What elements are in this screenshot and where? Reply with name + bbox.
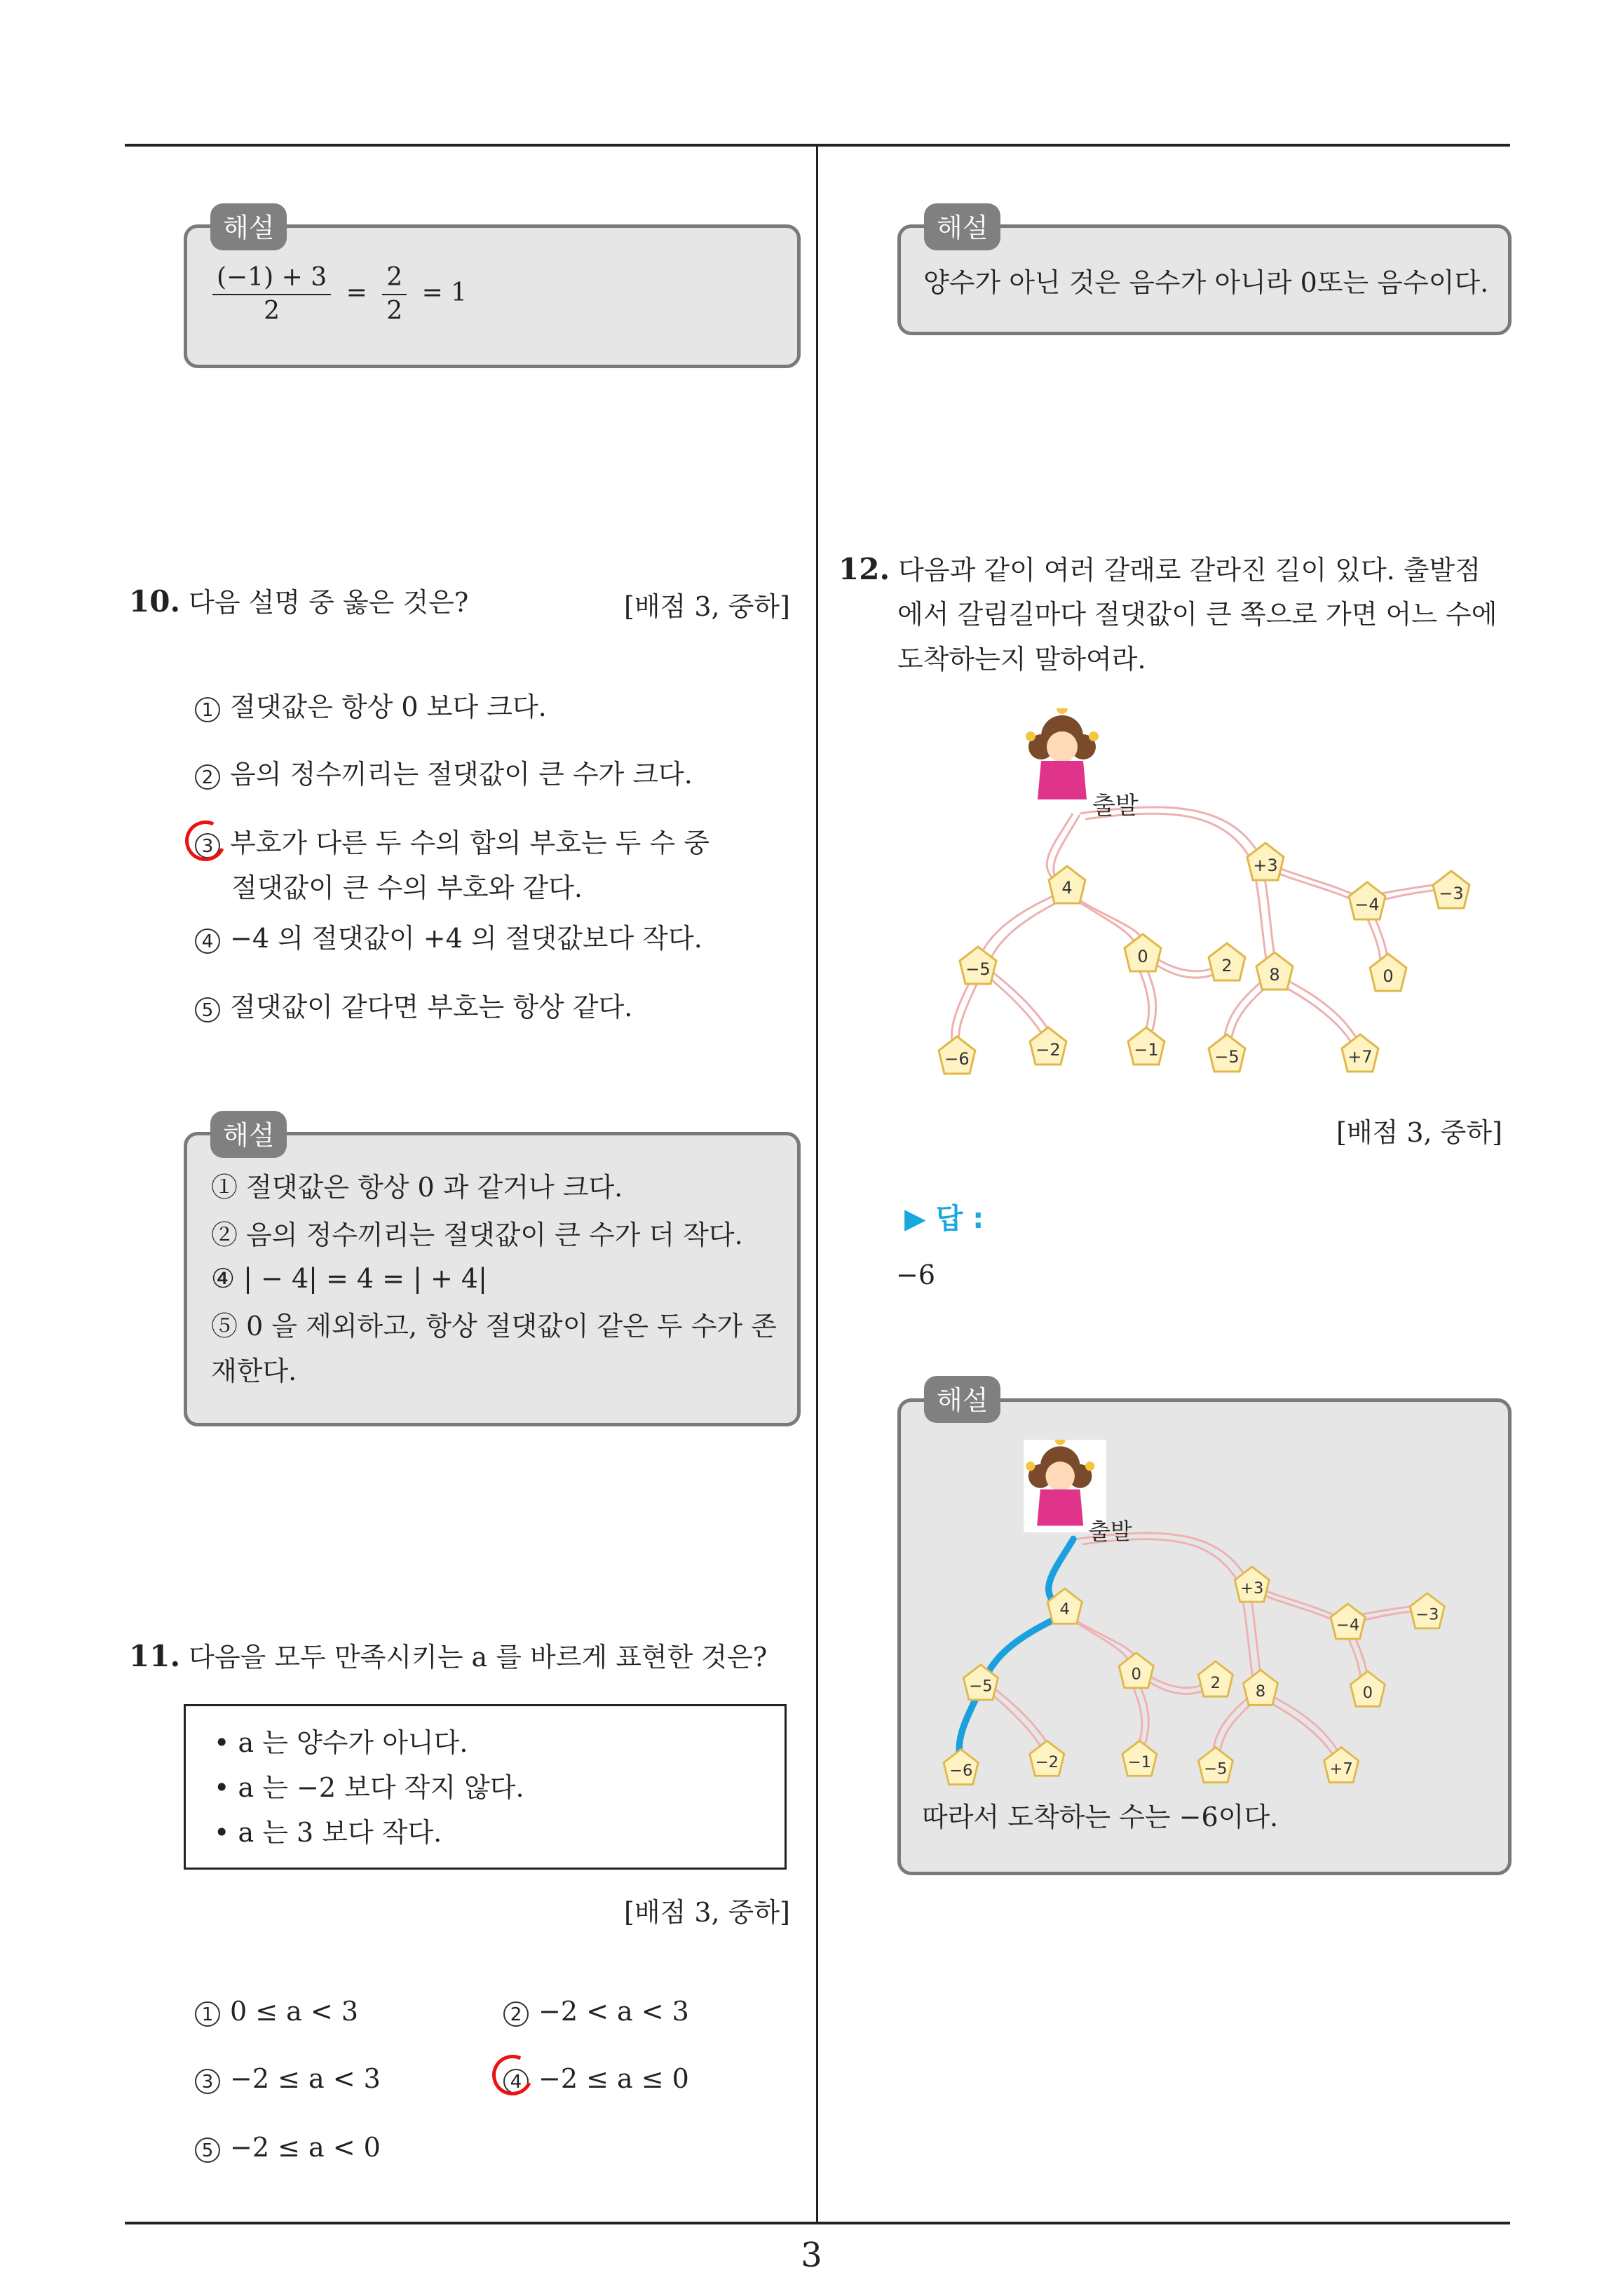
q11-condition-2: • a 는 −2 보다 작지 않다. — [214, 1772, 524, 1803]
node-2 — [1209, 943, 1245, 980]
start-label: 출발 — [1088, 1518, 1132, 1545]
svg-text:−5: −5 — [969, 1677, 993, 1696]
node-minus5-b — [1209, 1034, 1245, 1072]
branching-road-diagram — [911, 708, 1514, 1080]
q10-option-3-line2: 절댓값이 큰 수의 부호와 같다. — [231, 872, 583, 903]
node-0-a — [1119, 1653, 1153, 1688]
q11-condition-1: • a 는 양수가 아니다. — [214, 1727, 468, 1758]
svg-text:−3: −3 — [1439, 884, 1464, 903]
branching-road-solution-diagram — [915, 1440, 1490, 1790]
q12-question-line-2: 에서 갈림길마다 절댓값이 큰 쪽으로 가면 어느 수에 — [897, 599, 1498, 630]
q10-option-1[interactable]: 1 절댓값은 항상 0 보다 크다. — [195, 684, 547, 729]
q10-solution-line-4: ⑤ 0 을 제외하고, 항상 절댓값이 같은 두 수가 존 — [211, 1311, 777, 1342]
q12-question-line-3: 도착하는지 말하여라. — [897, 644, 1146, 675]
node-8 — [1243, 1670, 1277, 1705]
node-0-b — [1370, 954, 1406, 991]
svg-text:−2: −2 — [1035, 1040, 1061, 1060]
solution-tag: 해설 — [924, 1376, 1000, 1423]
bottom-rule — [125, 2222, 1510, 2224]
node-minus5-b — [1198, 1748, 1232, 1783]
q10-question: 10. 다음 설명 중 옳은 것은? — [129, 584, 469, 619]
svg-text:0: 0 — [1131, 1665, 1141, 1684]
svg-text:−5: −5 — [1204, 1760, 1228, 1778]
girl-character-icon — [1026, 708, 1099, 799]
svg-text:0: 0 — [1383, 966, 1394, 986]
node-plus7 — [1342, 1034, 1378, 1072]
node-minus6 — [939, 1036, 975, 1074]
q10-solution-line-3: ④ | − 4| = 4 = | + 4| — [211, 1263, 487, 1294]
svg-text:−4: −4 — [1336, 1616, 1360, 1635]
svg-text:+7: +7 — [1347, 1047, 1373, 1067]
q10-option-5[interactable]: 5 절댓값이 같다면 부호는 항상 같다. — [195, 985, 632, 1029]
q11-conditions-box — [184, 1704, 787, 1870]
node-minus3 — [1433, 871, 1469, 908]
node-minus6 — [944, 1750, 978, 1785]
solution-fraction: $\frac{(-1) + 3}{2}$ = $\frac{2}{2}$ = 1 — [212, 262, 467, 327]
node-plus3 — [1235, 1567, 1269, 1602]
q12-answer-value: −6 — [896, 1260, 936, 1290]
svg-text:−6: −6 — [944, 1049, 970, 1069]
node-minus4 — [1331, 1604, 1365, 1639]
svg-text:2: 2 — [1210, 1673, 1221, 1692]
svg-text:−6: −6 — [949, 1762, 973, 1781]
highlighted-path — [959, 1539, 1073, 1763]
node-0-a — [1125, 934, 1161, 971]
node-plus7 — [1324, 1748, 1359, 1783]
q11-option-2[interactable]: 2 −2 < a < 3 — [503, 1989, 689, 2034]
q12-score: [배점 3, 중하] — [1336, 1117, 1502, 1148]
solution-tag: 해설 — [210, 203, 287, 250]
node-minus5-a — [960, 947, 996, 984]
column-divider — [816, 144, 818, 2223]
svg-text:8: 8 — [1269, 965, 1280, 985]
svg-text:−1: −1 — [1134, 1040, 1159, 1060]
page-number: 3 — [801, 2236, 822, 2275]
solution-box-q12 — [897, 1398, 1512, 1875]
svg-text:0: 0 — [1362, 1683, 1373, 1702]
q12-solution-text: 따라서 도착하는 수는 −6이다. — [922, 1802, 1279, 1832]
node-8 — [1256, 952, 1293, 990]
solution-tag: 해설 — [924, 203, 1000, 250]
node-minus2 — [1030, 1027, 1066, 1065]
q11-option-4[interactable]: 4 −2 ≤ a ≤ 0 — [503, 2056, 689, 2101]
q11-option-1[interactable]: 1 0 ≤ a < 3 — [195, 1989, 358, 2034]
q12-question-line-1: 12. 다음과 같이 여러 갈래로 갈라진 길이 있다. 출발점 — [838, 552, 1481, 586]
q10-score: [배점 3, 중하] — [624, 591, 790, 622]
svg-text:−3: −3 — [1415, 1605, 1439, 1624]
svg-text:8: 8 — [1255, 1682, 1266, 1701]
q11-question: 11. 다음을 모두 만족시키는 a 를 바르게 표현한 것은? — [129, 1639, 768, 1673]
svg-text:−5: −5 — [1214, 1047, 1240, 1067]
solution-box-q10 — [184, 1132, 801, 1426]
q11-condition-3: • a 는 3 보다 작다. — [214, 1817, 442, 1848]
svg-text:0: 0 — [1137, 947, 1148, 966]
svg-text:4: 4 — [1061, 878, 1073, 898]
q11-score: [배점 3, 중하] — [624, 1897, 790, 1928]
svg-text:−4: −4 — [1354, 895, 1380, 914]
node-minus4 — [1349, 882, 1385, 919]
node-plus3 — [1247, 843, 1284, 880]
node-minus1 — [1128, 1027, 1164, 1065]
svg-text:+3: +3 — [1253, 856, 1278, 875]
svg-text:2: 2 — [1221, 956, 1232, 975]
svg-text:−1: −1 — [1127, 1753, 1152, 1771]
q12-answer-label: ▶ 답 : — [904, 1203, 984, 1235]
svg-text:+7: +7 — [1329, 1760, 1353, 1778]
q11-option-3[interactable]: 3 −2 ≤ a < 3 — [195, 2056, 381, 2101]
q11-solution-text: 양수가 아닌 것은 음수가 아니라 0또는 음수이다. — [923, 267, 1489, 298]
q10-solution-line-1: ① 절댓값은 항상 0 과 같거나 크다. — [211, 1172, 623, 1203]
svg-text:4: 4 — [1059, 1600, 1070, 1619]
svg-text:−5: −5 — [965, 959, 991, 979]
node-minus2 — [1030, 1741, 1064, 1776]
node-4 — [1047, 1588, 1082, 1623]
node-2 — [1198, 1661, 1232, 1696]
svg-text:−2: −2 — [1035, 1753, 1059, 1771]
node-minus3 — [1410, 1593, 1444, 1628]
q10-option-3[interactable]: 3 부호가 다른 두 수의 합의 부호는 두 수 중 — [195, 821, 709, 865]
q10-solution-line-5: 재한다. — [211, 1356, 297, 1386]
q11-option-5[interactable]: 5 −2 ≤ a < 0 — [195, 2125, 381, 2170]
q10-solution-line-2: ② 음의 정수끼리는 절댓값이 큰 수가 더 작다. — [211, 1220, 743, 1250]
node-minus1 — [1122, 1741, 1157, 1776]
node-0-b — [1350, 1671, 1385, 1706]
start-label: 출발 — [1092, 792, 1139, 820]
solution-tag: 해설 — [210, 1111, 287, 1158]
q10-option-4[interactable]: 4 −4 의 절댓값이 +4 의 절댓값보다 작다. — [195, 916, 702, 961]
svg-text:+3: +3 — [1240, 1579, 1264, 1598]
q10-option-2[interactable]: 2 음의 정수끼리는 절댓값이 큰 수가 크다. — [195, 752, 693, 797]
